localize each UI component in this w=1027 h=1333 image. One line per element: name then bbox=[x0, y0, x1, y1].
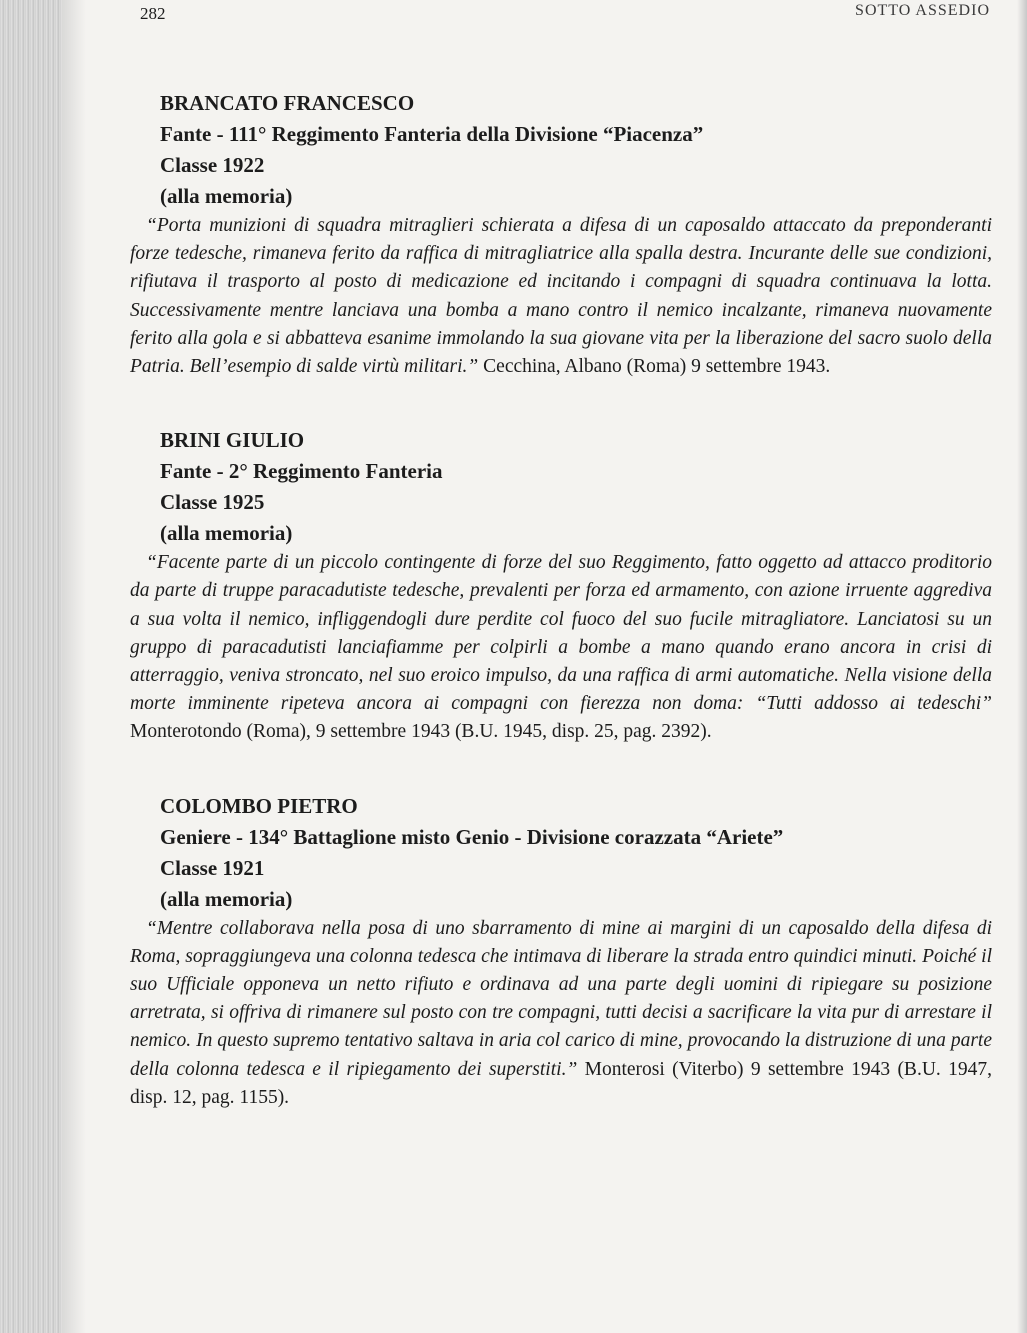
citation-text: “Mentre collaborava nella posa di uno sbarramento di mine ai margini di un caposaldo della difesa di Roma, sopraggiungeva una colonna tedesca che intimava di liberare la strada entro quindici minuti. Poiché il suo Ufficiale opponeva un netto rifiuto e ordinava ad una parte degli uomini di ripiegare su posizione arretrata, si offriva di rimanere sul posto con tre compagni, tutti decisi a sacrificare la vita pur di arrestare il nemico. In questo supremo tentativo saltava in aria col carico di mine, provocando la distruzione di una parte della colonna tedesca e il ripiegamento dei superstiti.” bbox=[130, 917, 992, 1080]
entry-citation bbox=[130, 212, 992, 381]
entry-award-note: (alla memoria) bbox=[160, 521, 293, 546]
citation-place-date: Monterotondo (Roma), 9 settembre 1943 (B.U. 1945, disp. 25, pag. 2392). bbox=[130, 721, 712, 743]
entry-rank-unit: Fante - 111° Reggimento Fanteria della Divisione “Piacenza” bbox=[160, 122, 704, 146]
page-content bbox=[130, 88, 992, 1156]
entry-citation bbox=[130, 549, 992, 746]
entry-rank-unit: Fante - 2° Reggimento Fanteria bbox=[160, 459, 443, 484]
citation-text: “Porta munizioni di squadra mitraglieri schierata a difesa di un caposaldo attaccato da preponderanti forze tedesche, rimaneva ferito da raffica di mitragliatrice alla spalla destra. Incurante delle sue condizioni, rifiutava il trasporto al posto di medicazione ed incitando i compagni di squadra continuava la lotta. Successivamente mentre lanciava una bomba a mano contro il nemico incalzante, rimaneva nuovamente ferito alla gola e si abbatteva esanime immolando la sua giovane vita per la liberazione del sacro suolo della Patria. Bell’esempio di salde virtù militari.” bbox=[130, 215, 992, 378]
book-spine-shadow bbox=[0, 0, 62, 1333]
entry-name: BRINI GIULIO bbox=[160, 428, 305, 453]
entry-award-note: (alla memoria) bbox=[160, 184, 293, 208]
entry-brini bbox=[130, 425, 992, 746]
entry-brancato bbox=[130, 88, 992, 381]
running-title: SOTTO ASSEDIO bbox=[855, 2, 990, 16]
entry-award-note: (alla memoria) bbox=[160, 886, 293, 911]
page-header bbox=[140, 4, 990, 30]
page-number: 282 bbox=[140, 4, 166, 23]
entry-colombo bbox=[130, 791, 992, 1112]
gutter-shadow bbox=[62, 0, 86, 1333]
citation-text: “Facente parte di un piccolo contingente di forze del suo Reggimento, fatto oggetto ad attacco proditorio da parte di truppe paracadutiste tedesche, prevalenti per forza ed armamento, con azione irruente aggrediva a sua volta il nemico, infliggendogli dure perdite col fuoco del suo fucile mitragliatore. Lanciatosi su un gruppo di paracadutisti lanciafiamme per colpirli a bombe a mano quando erano ancora in crisi di atterraggio, veniva stroncato, nel suo eroico impulso, da una raffica di armi automatiche. Nella visione della morte imminente ripeteva ancora ai compagni con fierezza non doma: “Tutti addosso ai tedeschi” bbox=[130, 552, 992, 715]
entry-class: Classe 1921 bbox=[160, 855, 265, 880]
page-edge-shadow bbox=[1017, 0, 1027, 1333]
entry-citation bbox=[130, 915, 992, 1112]
entry-class: Classe 1922 bbox=[160, 153, 265, 177]
citation-place-date: Monterosi (Viterbo) 9 settembre 1943 (B.U. 1947, disp. 12, pag. 1155). bbox=[130, 1058, 992, 1108]
entry-name: BRANCATO FRANCESCO bbox=[160, 91, 415, 115]
entry-name: COLOMBO PIETRO bbox=[160, 793, 358, 818]
entry-rank-unit: Geniere - 134° Battaglione misto Genio - Divisione corazzata “Ariete” bbox=[160, 824, 784, 849]
entry-class: Classe 1925 bbox=[160, 490, 265, 515]
citation-place-date: Cecchina, Albano (Roma) 9 settembre 1943. bbox=[483, 356, 831, 378]
